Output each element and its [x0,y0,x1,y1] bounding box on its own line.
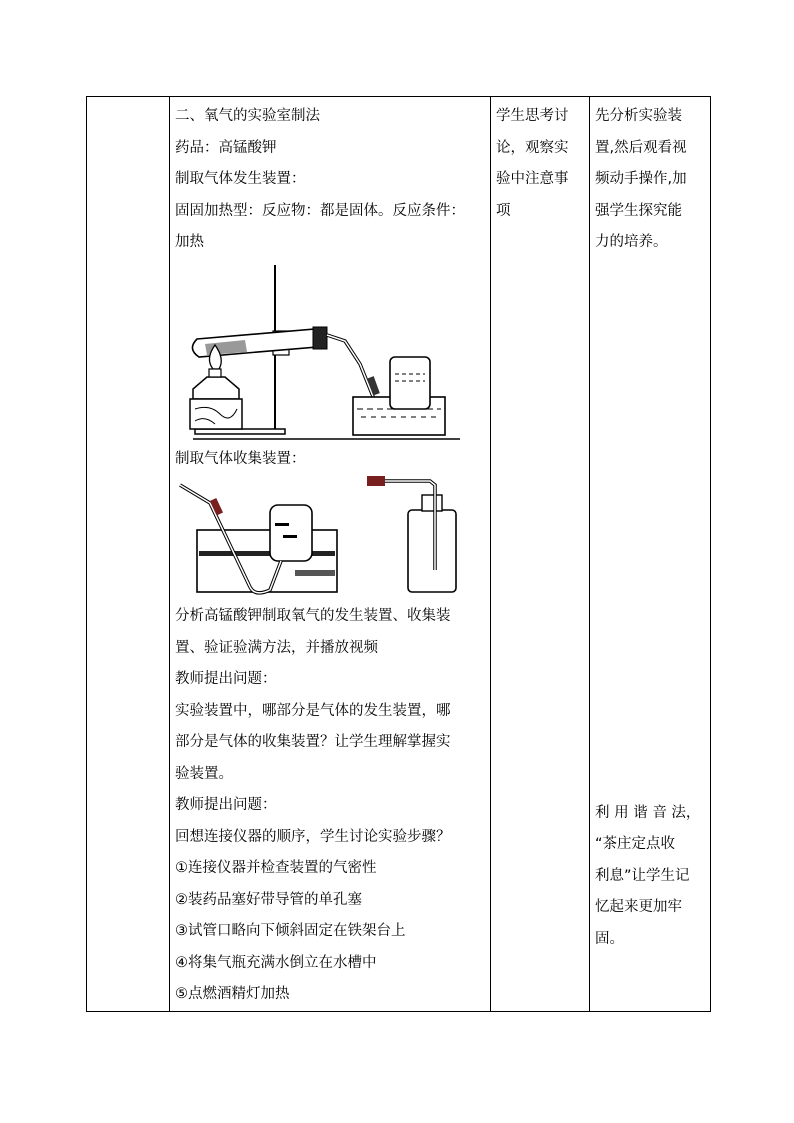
question-line: 回想连接仪器的顺序，学生讨论实验步骤？ [175,828,451,845]
generator-type-line: 固固加热型：反应物：都是固体。反应条件： [175,202,465,219]
experiment-step: ⑤点燃酒精灯加热 [175,986,290,1002]
design-intent-line: 利 用 谐 音 法， [595,804,701,821]
stopper [313,327,327,349]
experiment-step: ③试管口略向下倾斜固定在铁架台上 [175,923,406,939]
generator-heading: 制取气体发生装置： [175,171,306,187]
teacher-question-label: 教师提出问题： [175,671,277,687]
section-title: 二、氧气的实验室制法 [175,108,320,124]
experiment-step: ④将集气瓶充满水倒立在水槽中 [175,954,377,971]
question-line: 验装置。 [175,765,233,782]
design-intent-line: 利息”让学生记 [595,867,690,884]
design-intent-line: 先分析实验装 [595,108,682,124]
student-activity-line: 验中注意事 [496,171,569,187]
design-intent-line: 忆起来更加牢 [595,899,682,915]
student-activity-line: 学生思考讨 [496,108,569,124]
mnemonic-note [595,798,705,956]
design-intent-line: 置,然后观看视 [595,139,687,156]
reagent-line: 药品：高锰酸钾 [175,139,277,156]
experiment-step: ①连接仪器并检查装置的气密性 [175,860,377,876]
teacher-question-label: 教师提出问题： [175,797,277,813]
analysis-line: 置、验证验满方法，并播放视频 [175,639,378,656]
design-intent-line: 频动手操作,加 [595,171,687,187]
experiment-step: ②装药品塞好带导管的单孔塞 [175,891,362,908]
collection-trough [197,530,337,592]
generator-type-line: 加热 [175,234,204,250]
student-activity-line: 论，观察实 [496,139,569,156]
question-line: 部分是气体的收集装置？让学生理解掌握实 [175,734,451,750]
oxygen-generation-apparatus-figure [175,259,465,444]
analysis-line: 分析高锰酸钾制取氧气的发生装置、收集装 [175,608,451,624]
design-intent-line: 固。 [595,930,624,947]
gas-collection-apparatus-figure [175,475,475,601]
inverted-bottle [270,505,312,561]
student-activity-cell [491,97,590,1012]
design-intent-line: “茶庄定点收 [595,836,676,852]
student-activity-line: 项 [496,202,511,219]
stage-cell [87,97,170,1012]
design-intent-line: 力的培养。 [595,234,668,250]
upright-bottle [408,510,456,592]
lesson-plan-table [86,96,711,1012]
collector-heading: 制取气体收集装置： [175,450,306,467]
design-intent-line: 强学生探究能 [595,202,682,219]
alcohol-lamp [193,377,239,399]
teaching-content-cell [170,97,491,1012]
question-line: 实验装置中，哪部分是气体的发生装置，哪 [175,702,451,719]
design-intent-cell [590,97,711,1012]
gas-collecting-bottle [390,357,430,409]
